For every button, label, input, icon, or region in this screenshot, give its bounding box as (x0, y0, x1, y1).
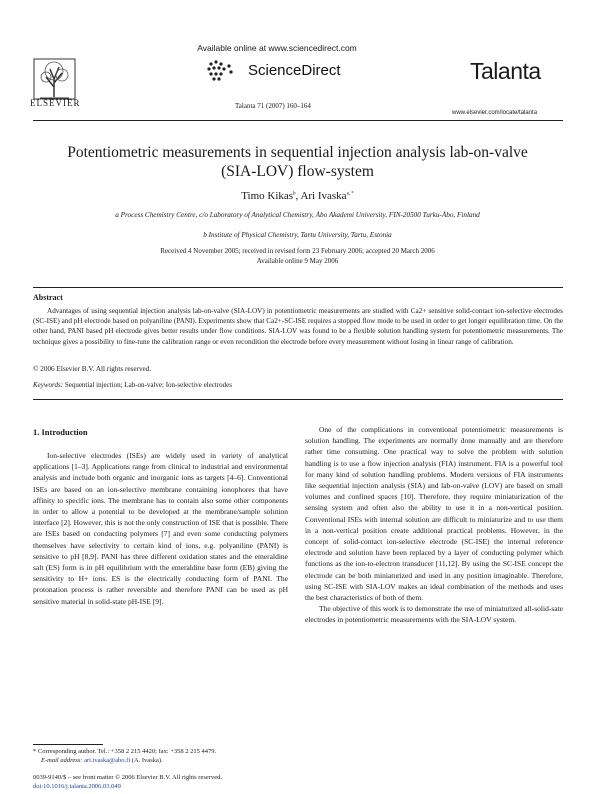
sciencedirect-logo-text: ScienceDirect (248, 62, 341, 79)
available-online-text: Available online at www.sciencedirect.com (197, 43, 357, 53)
journal-reference: Talanta 71 (2007) 160–164 (235, 102, 311, 110)
doi-link[interactable]: doi:10.1016/j.talanta.2006.03.049 (33, 782, 121, 790)
keywords-label: Keywords: (33, 381, 64, 389)
sciencedirect-dots-icon (205, 58, 245, 82)
abstract-bottom-rule (33, 399, 563, 400)
affiliation-b: b Institute of Physical Chemistry, Tartu University, Tartu, Estonia (203, 231, 392, 239)
email-link[interactable]: ari.ivaska@abo.fi (84, 756, 131, 764)
article-title: Potentiometric measurements in sequential injection analysis lab-on-valve (SIA-LOV) flow-system (67, 144, 528, 180)
intro-left-column: Ion-selective electrodes (ISEs) are widely used in variety of analytical applications [1–3]. Applications range from clinical to industrial and environmental analysis and include both organic and inorganic ions as targets [4–6]. Conventional ISEs are based on an ion-selective membrane containing ionophores that have affinity to specific ions. The membrane has to contain also some other components in order to allow a potential to be developed at the membrane/sample solution interface [2]. However, this is not the only construction of ISE that is possible. There are ISEs based on conducting polymers [7] and even some conducting polymers themselves have selectivity to certain kind of ions, e.g. polyaniline (PANI) is sensitive to pH [8,9]. PANI has three different oxidation states and the emeraldine salt (ES) form is in pH equilibrium with the emeraldine base form (EB) giving the sensitivity to H+ ions. ES is the electrically conducting form of PANI. The protonation process is rather reversible and therefore PANI can be used as pH sensitive material in solid-state pH-ISE [9]. (33, 451, 288, 606)
abstract-top-rule (33, 287, 563, 288)
header-rule (33, 120, 563, 121)
footnote-rule (33, 744, 103, 745)
received-dates: Received 4 November 2005; received in revised form 23 February 2006; accepted 20 March 2006 (160, 247, 435, 255)
journal-name: Talanta (470, 58, 541, 84)
intro-right-column (305, 424, 563, 626)
affiliation-a: a Process Chemistry Centre, c/o Laboratory of Analytical Chemistry, Åbo Akademi University, FIN-20500 Turku-Åbo, Finland (115, 211, 480, 219)
abstract-body: Advantages of using sequential injection analysis lab-on-valve (SIA-LOV) in potentiometric measurements are studied with Ca2+ sensitive solid-contact ion-selective electrodes (SC-ISE) and pH electrode based on polyaniline (PANI). Experiments show that Ca2+-SC-ISE requires a stopped flow mode to be used in order to get longer equilibration time. On the other hand, PANI based pH electrode gives better results under flow conditions. SIA-LOV was found to be a flexible solution handling system for potentiometric measurements. The technique gives a possibility to fine-tune the calibration range or even recondition the electrode before every measurement without losing in linear range of calibration. (33, 307, 563, 346)
email-suffix: (A. Ivaska). (131, 756, 163, 764)
available-date: Available online 9 May 2006 (256, 257, 339, 265)
article-authors: Timo Kikas$^b$, Ari Ivaska$^{a, *}$ (241, 190, 354, 202)
keywords-line (33, 381, 232, 389)
abstract-copyright: © 2006 Elsevier B.V. All rights reserved. (33, 365, 152, 373)
journal-url: www.elsevier.com/locate/talanta (452, 110, 538, 116)
section-heading-introduction: 1. Introduction (33, 427, 88, 437)
keywords-text: Sequential injection; Lab-on-valve; Ion-selective electrodes (64, 381, 232, 389)
publisher-name: ELSEVIER (30, 98, 81, 108)
corresponding-author-text: * Corresponding author. Tel.: +358 2 215 4420; fax: +358 2 215 4479. (33, 748, 217, 755)
issn-line: 0039-9140/$ – see front matter © 2006 Elsevier B.V. All rights reserved. (33, 774, 222, 781)
abstract-heading: Abstract (33, 293, 63, 302)
intro-right-paragraph-2: The objective of this work is to demonstrate the use of miniaturized all-solid-sate electrodes in potentiometric measurements with the SIA-LOV system. (305, 604, 563, 625)
email-label: E-mail address: (41, 756, 83, 764)
corresponding-author-footnote (33, 748, 288, 765)
intro-right-paragraph-1: One of the complications in conventional potentiometric measurements is solution handling. The experiments are normally done manually and are therefore rather time consuming. One practical way to solve the problem with solution handling is to use a flow injection analysis (FIA) instrument. FIA is a powerful tool for many kind of solution handling problems. Modern versions of FIA instruments like sequential injection analysis (SIA) and lab-on-valve (LOV) are based on small volumes and confined spaces [10]. Therefore, they require miniaturization of the sensing system and often also the ability to use it in a non-vertical position. Conventional ISEs with internal solution are difficult to miniaturize and to use them in a non-vertical position create additional practical problems. However, in the concept of solid-contact ion-selective electrode (SC-ISE) the internal reference electrode and solution have been replaced by a layer of conducting polymer which functions as the ion-to-electron transducer [11,12]. By using the SC-ISE concept the electrode can be both miniaturized and used in any position imaginable. Therefore, using SC-ISE with SIA-LOV makes an ideal combination of the methods and uses the best characteristics of both of them. (305, 425, 563, 603)
front-matter-footer (33, 774, 288, 791)
